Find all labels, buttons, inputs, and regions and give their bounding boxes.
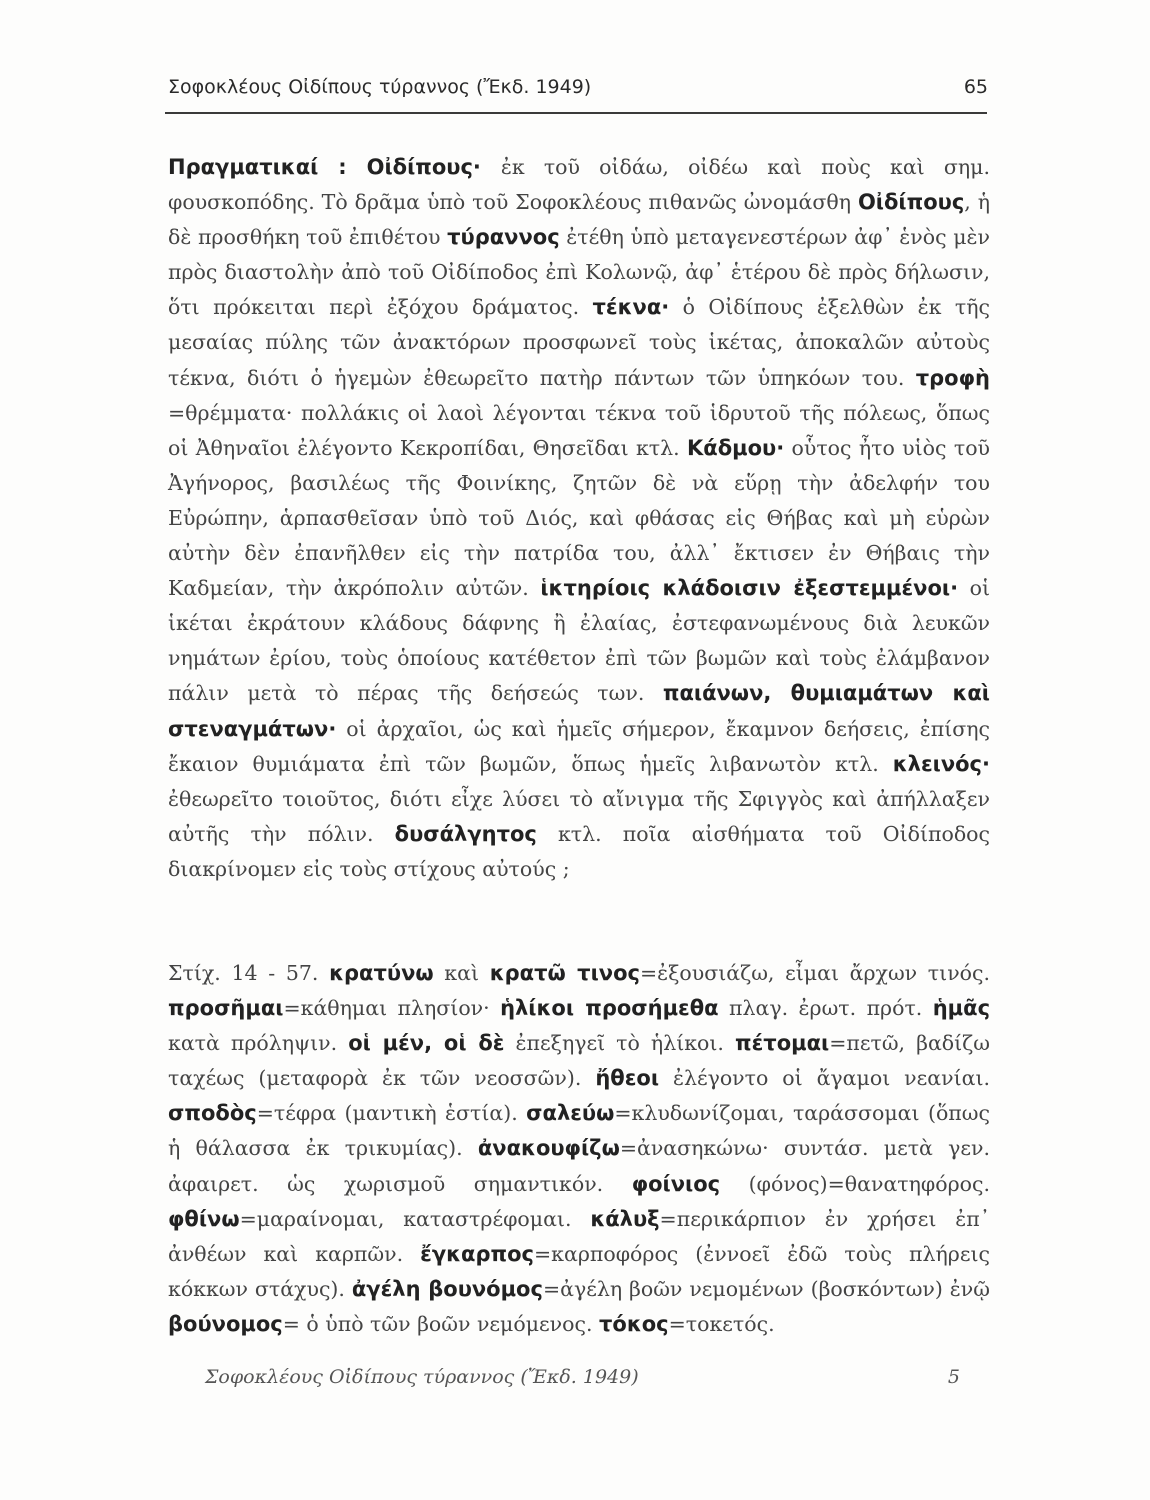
gloss-text: οἱ ἱκέται ἐκράτουν κλάδους δάφνης ἢ ἐλαίας, ἐστεφανωμένους διὰ λευκῶν νημάτων ἐρίου, τοὺς ὁποίους κατέθετον ἐπὶ τῶν βωμῶν καὶ τοὺς ἐλάμβανον πάλιν μετὰ τὸ πέρας τῆς δεήσεώς των. [168, 576, 990, 706]
gloss-text: =ἀγέλη βοῶν νεμομένων (βοσκόντων) ἐνῷ [542, 1276, 990, 1301]
gloss-text: , ἡ δὲ προσθήκη τοῦ ἐπιθέτου [168, 190, 990, 250]
gloss-text: ἐλέγοντο οἱ ἄγαμοι νεανίαι. [659, 1066, 991, 1091]
commentary-paragraph [168, 150, 990, 887]
signature-mark: 5 [947, 1366, 960, 1388]
gloss-text: οὗτος ἦτο υἱὸς τοῦ Ἀγήνορος, βασιλέως τῆς Φοινίκης, ζητῶν δὲ νὰ εὕρῃ τὴν ἀδελφήν του Εὐρώπην, ἁρπασθεῖσαν ὑπὸ τοῦ Διός, καὶ φθάσας εἰς Θήβας καὶ μὴ εὑρὼν αὐτὴν δὲν ἐπανῆλθεν εἰς τὴν πατρίδα του, ἀλλ᾿ ἔκτισεν ἐν Θήβαις τὴν Καδμείαν, τὴν ἀκρόπολιν αὐτῶν. [168, 435, 990, 601]
lemma-term: ἀγέλη βουνόμος [351, 1276, 543, 1301]
gloss-text: =θρέμματα· πολλάκις οἱ λαοὶ λέγονται τέκνα τοῦ ἱδρυτοῦ τῆς πόλεως, ὅπως οἱ Ἀθηναῖοι ἐλέγοντο Κεκροπίδαι, Θησεῖδαι κτλ. [168, 400, 990, 460]
lemma-term: κάλυξ [590, 1206, 660, 1231]
gloss-text: =ἐξουσιάζω, εἶμαι ἄρχων τινός. [639, 961, 990, 985]
gloss-text: =περικάρπιον ἐν χρήσει ἐπ᾿ ἀνθέων καὶ καρπῶν. [168, 1206, 990, 1266]
gloss-text: Στίχ. 14 - 57. [168, 961, 330, 985]
lemma-term: τύραννος [447, 225, 560, 250]
lemma-term: παιάνων, θυμιαμάτων καὶ στεναγμάτων· [168, 681, 990, 741]
gloss-text: (φόνος)=θανατηφόρος. [720, 1171, 990, 1196]
lemma-term: ἡλίκοι προσήμεθα [500, 996, 719, 1021]
lemma-term: Οἰδίπους [857, 190, 965, 215]
lemma-term: φθίνω [168, 1206, 240, 1231]
gloss-text: κατὰ πρόληψιν. [168, 1031, 349, 1056]
lemma-term: Πραγματικαί : Οἰδίπους· [168, 155, 501, 179]
gloss-text: ἐτέθη ὑπὸ μεταγενεστέρων ἀφ᾿ ἑνὸς μὲν πρὸς διαστολὴν ἀπὸ τοῦ Οἰδίποδος ἐπὶ Κολωνῷ, ἀφ᾿ ἑτέρου δὲ πρὸς δήλωσιν, ὅτι πρόκειται περὶ ἐξόχου δράματος. [168, 225, 990, 320]
lemma-term: κλεινός· [892, 751, 990, 776]
lemma-term: ἱκτηρίοις κλάδοισιν ἐξεστεμμένοι· [540, 576, 959, 601]
lemma-term: σποδὸς [168, 1101, 257, 1126]
lemma-term: ἔγκαρπος [420, 1241, 534, 1266]
gloss-text: =τοκετός. [668, 1311, 775, 1336]
lemma-term: δυσάλγητος [394, 821, 537, 846]
header-rule [165, 112, 987, 114]
lemma-term: σαλεύω [526, 1101, 615, 1126]
lemma-term: βούνομος [168, 1311, 283, 1336]
gloss-text: =κλυδωνίζομαι, ταράσσομαι (ὅπως ἡ θάλασσα ἐκ τρικυμίας). [168, 1101, 990, 1161]
gloss-text: οἱ ἀρχαῖοι, ὡς καὶ ἡμεῖς σήμερον, ἔκαμνον δεήσεις, ἐπίσης ἔκαιον θυμιάματα ἐπὶ τῶν βωμῶν, ὅπως ἡμεῖς λιβανωτὸν κτλ. [168, 716, 990, 776]
footer-title: Σοφοκλέους Οἰδίπους τύραννος (Ἔκδ. 1949) [205, 1366, 639, 1388]
gloss-text: =μαραίνομαι, καταστρέφομαι. [239, 1206, 591, 1231]
lemma-term: κρατύνω [329, 961, 434, 985]
lemma-term: προσῆμαι [168, 996, 284, 1021]
gloss-text: =ἀνασηκώνω· συντάσ. μετὰ γεν. ἀφαιρετ. ὡς χωρισμοῦ σημαντικόν. [168, 1136, 990, 1196]
gloss-text: = ὁ ὑπὸ τῶν βοῶν νεμόμενος. [282, 1311, 599, 1336]
lemma-term: φοίνιος [631, 1171, 721, 1196]
page-number: 65 [963, 76, 988, 98]
lemma-term: ἀνακουφίζω [477, 1136, 620, 1161]
header-title: Σοφοκλέους Οἰδίπους τύραννος (Ἔκδ. 1949) [168, 76, 592, 98]
lemma-term: τροφὴ [915, 365, 990, 390]
gloss-text: =τέφρα (μαντικὴ ἑστία). [256, 1101, 527, 1126]
verse-notes-paragraph [168, 956, 990, 1342]
lemma-term: κρατῶ τινος [489, 961, 640, 985]
lemma-term: τέκνα· [592, 295, 670, 320]
lemma-term: οἱ μέν, οἱ δὲ [348, 1031, 505, 1056]
page-footer [205, 1366, 960, 1388]
lemma-term: ἡμᾶς [932, 996, 991, 1021]
gloss-text: πλαγ. ἐρωτ. πρότ. [718, 996, 933, 1021]
gloss-text: ὁ Οἰδίπους ἐξελθὼν ἐκ τῆς μεσαίας πύλης τῶν ἀνακτόρων προσφωνεῖ τοὺς ἱκέτας, ἀποκαλῶν αὐτοὺς τέκνα, διότι ὁ ἡγεμὼν ἐθεωρεῖτο πατὴρ πάντων τῶν ὑπηκόων του. [168, 295, 990, 390]
gloss-text: =καρποφόρος (ἐννοεῖ ἐδῶ τοὺς πλήρεις κόκκων στάχυς). [168, 1241, 990, 1301]
gloss-text: ἐθεωρεῖτο τοιοῦτος, διότι εἶχε λύσει τὸ αἴνιγμα τῆς Σφιγγὸς καὶ ἀπήλλαξεν αὐτῆς τὴν πόλιν. [168, 786, 990, 846]
lemma-term: πέτομαι [735, 1031, 830, 1056]
gloss-text: κτλ. ποῖα αἰσθήματα τοῦ Οἰδίποδος διακρίνομεν εἰς τοὺς στίχους αὐτούς ; [168, 821, 990, 881]
lemma-term: τόκος [598, 1311, 669, 1336]
gloss-text: ἐπεξηγεῖ τὸ ἡλίκοι. [504, 1031, 735, 1056]
gloss-text: καὶ [433, 961, 490, 985]
lemma-term: ἤθεοι [595, 1066, 660, 1091]
running-header [168, 76, 988, 98]
gloss-text: =πετῶ, βαδίζω ταχέως (μεταφορὰ ἐκ τῶν νεοσσῶν). [168, 1031, 991, 1091]
gloss-text: =κάθημαι πλησίον· [283, 996, 501, 1021]
lemma-term: Κάδμου· [687, 435, 785, 460]
gloss-text: ἐκ τοῦ οἰδάω, οἰδέω καὶ ποὺς καὶ σημ. φουσκοπόδης. Τὸ δρᾶμα ὑπὸ τοῦ Σοφοκλέους πιθανῶς ὠνομάσθη [168, 155, 990, 215]
